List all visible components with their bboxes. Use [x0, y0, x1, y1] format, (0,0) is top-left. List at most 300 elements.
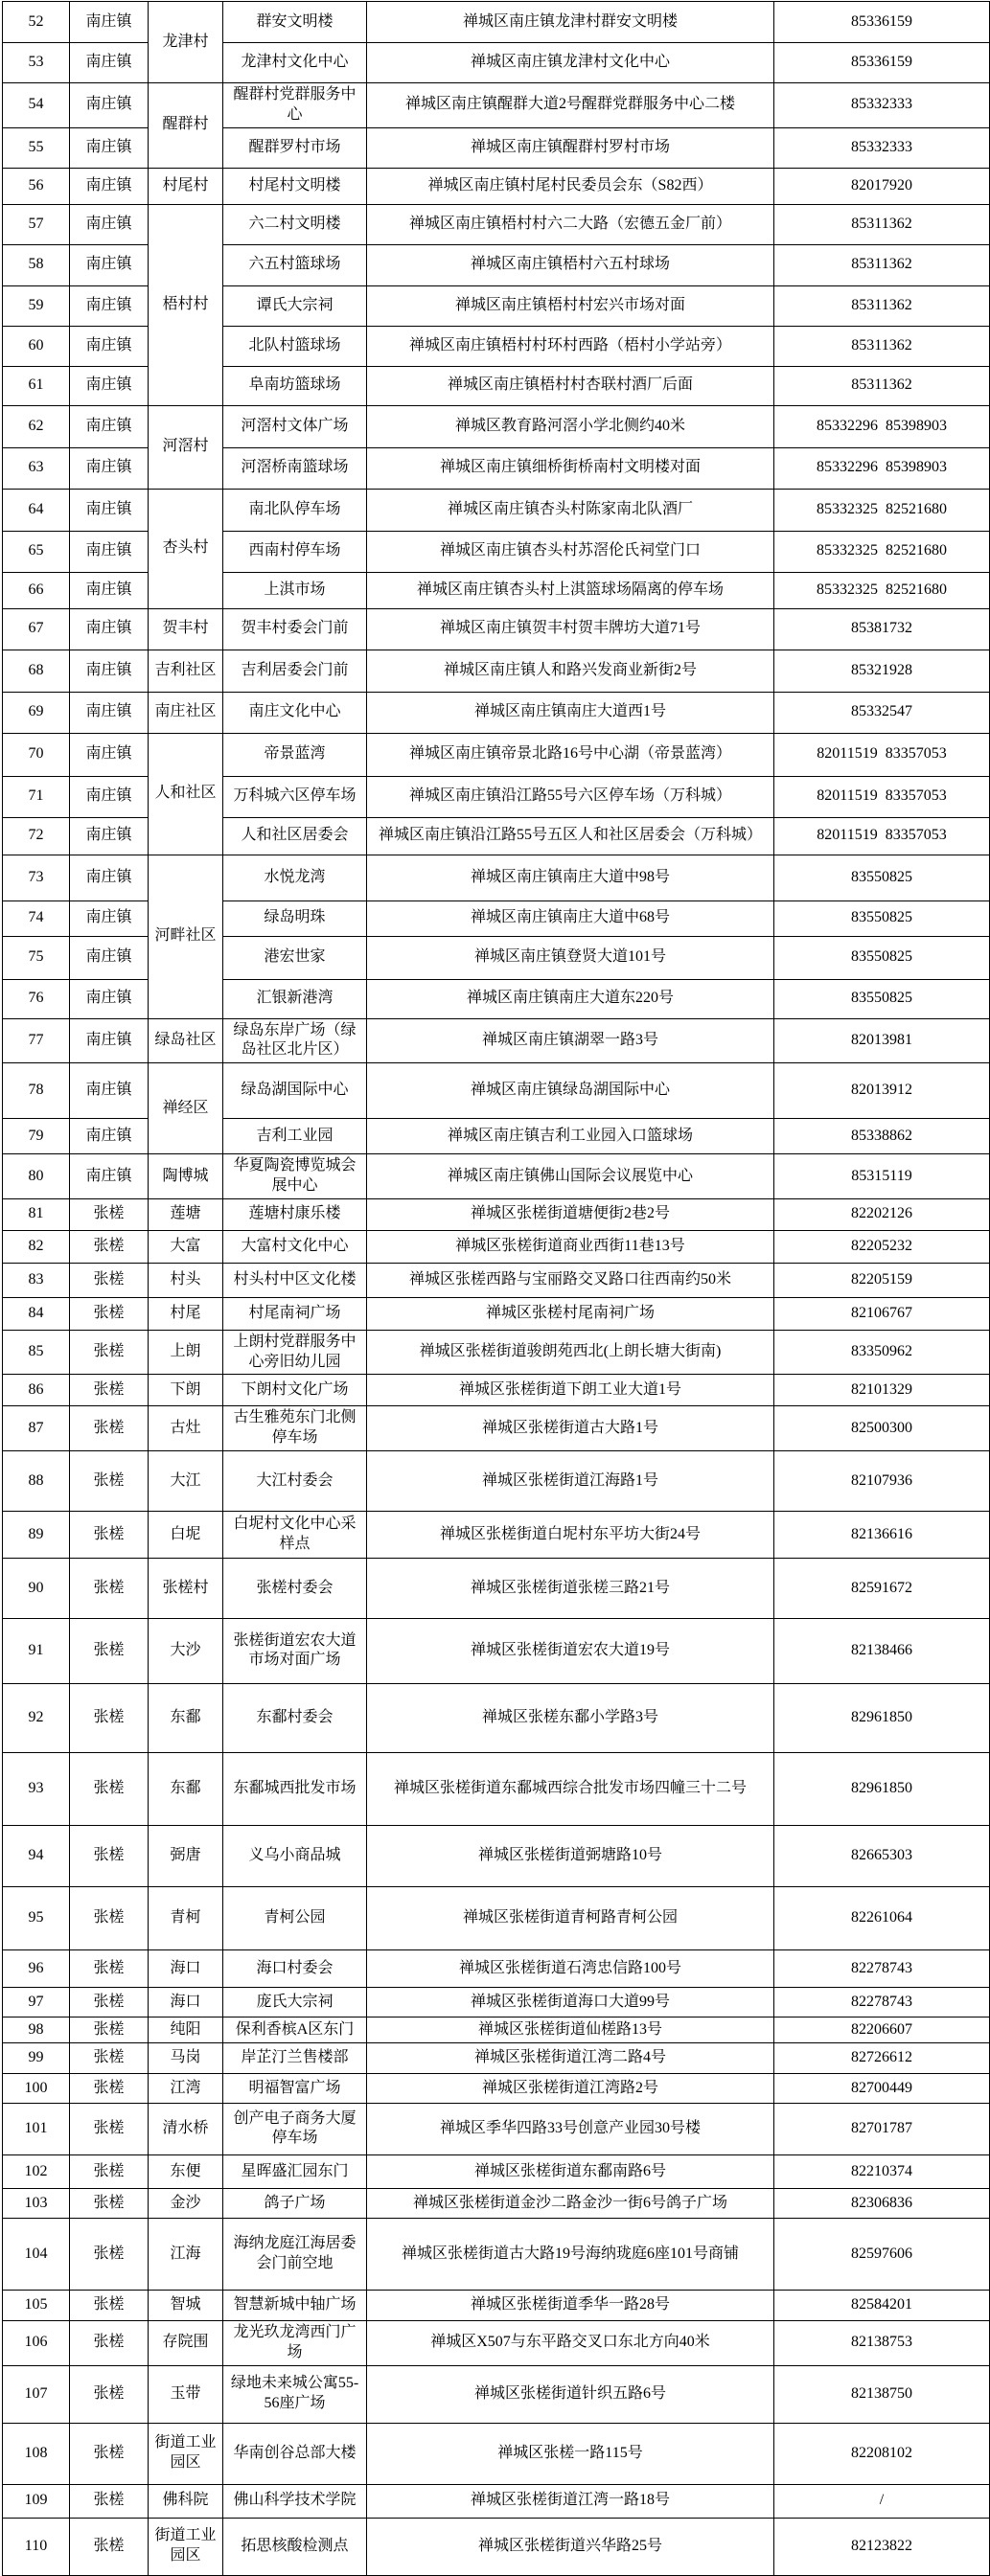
cell-address: 禅城区南庄镇杏头村苏滘伦氏祠堂门口: [367, 531, 774, 572]
cell-row-number: 61: [3, 366, 70, 405]
cell-phone: 82665303: [774, 1825, 990, 1886]
cell-row-number: 62: [3, 405, 70, 447]
table-row: [3, 405, 990, 447]
cell-address: 禅城区张槎街道兴华路25号: [367, 2518, 774, 2575]
cell-town: 张槎: [70, 2073, 149, 2103]
cell-phone: 82205232: [774, 1230, 990, 1263]
cell-row-number: 76: [3, 979, 70, 1018]
cell-address: 禅城区X507与东平路交叉口东北方向40米: [367, 2320, 774, 2365]
cell-site-name: 拓思核酸检测点: [223, 2518, 367, 2575]
cell-site-name: 莲塘村康乐楼: [223, 1198, 367, 1230]
cell-address: 禅城区张槎街道江海路1号: [367, 1450, 774, 1511]
cell-address: 禅城区南庄镇醒群大道2号醒群党群服务中心二楼: [367, 83, 774, 128]
cell-row-number: 66: [3, 572, 70, 608]
cell-row-number: 99: [3, 2042, 70, 2073]
cell-phone: 83550825: [774, 900, 990, 936]
cell-town: 南庄镇: [70, 405, 149, 447]
cell-address: 禅城区张槎街道塘便街2巷2号: [367, 1198, 774, 1230]
cell-phone: 85311362: [774, 204, 990, 244]
cell-town: 张槎: [70, 1230, 149, 1263]
table-row: [3, 1618, 990, 1683]
cell-phone: 85311362: [774, 326, 990, 366]
cell-site-name: 下朗村文化广场: [223, 1375, 367, 1406]
cell-phone: 82011519 83357053: [774, 776, 990, 817]
table-row: [3, 1511, 990, 1558]
cell-town: 张槎: [70, 1406, 149, 1451]
cell-site-name: 庞氏大宗祠: [223, 1987, 367, 2017]
cell-site-name: 龙光玖龙湾西门广场: [223, 2320, 367, 2365]
cell-town: 南庄镇: [70, 1154, 149, 1199]
table-row: [3, 608, 990, 650]
cell-phone: 82278743: [774, 1949, 990, 1987]
cell-town: 张槎: [70, 2320, 149, 2365]
table-row: [3, 2218, 990, 2290]
cell-phone: 82136616: [774, 1511, 990, 1558]
sampling-sites-table: [2, 1, 990, 2576]
cell-village: 河滘村: [149, 405, 223, 489]
table-row: [3, 650, 990, 692]
cell-phone: 82011519 83357053: [774, 733, 990, 776]
cell-phone: 82202126: [774, 1198, 990, 1230]
cell-phone: 82961850: [774, 1752, 990, 1825]
cell-village: 上朗: [149, 1330, 223, 1375]
table-row: [3, 168, 990, 204]
cell-phone: 82961850: [774, 1683, 990, 1752]
cell-site-name: 水悦龙湾: [223, 855, 367, 900]
cell-address: 禅城区教育路河滘小学北侧约40米: [367, 405, 774, 447]
cell-site-name: 星晖盛汇园东门: [223, 2154, 367, 2188]
cell-address: 禅城区张槎西路与宝丽路交叉路口往西南约50米: [367, 1263, 774, 1297]
cell-site-name: 南北队停车场: [223, 489, 367, 531]
table-row: [3, 2103, 990, 2154]
cell-row-number: 87: [3, 1406, 70, 1451]
cell-address: 禅城区南庄镇杏头村上淇篮球场隔离的停车场: [367, 572, 774, 608]
cell-village: 江湾: [149, 2073, 223, 2103]
cell-row-number: 80: [3, 1154, 70, 1199]
table-row: [3, 1297, 990, 1330]
cell-address: 禅城区南庄镇梧村村杏联村酒厂后面: [367, 366, 774, 405]
cell-phone: 82107936: [774, 1450, 990, 1511]
cell-address: 禅城区张槎街道东鄱南路6号: [367, 2154, 774, 2188]
cell-village: 吉利社区: [149, 650, 223, 692]
cell-town: 张槎: [70, 1450, 149, 1511]
cell-town: 南庄镇: [70, 531, 149, 572]
cell-site-name: 人和社区居委会: [223, 817, 367, 855]
cell-phone: 82210374: [774, 2154, 990, 2188]
cell-site-name: 吉利居委会门前: [223, 650, 367, 692]
cell-village: 东鄱: [149, 1683, 223, 1752]
cell-site-name: 港宏世家: [223, 936, 367, 979]
table-row: [3, 1063, 990, 1119]
cell-site-name: 明福智富广场: [223, 2073, 367, 2103]
table-row: [3, 1230, 990, 1263]
cell-town: 南庄镇: [70, 447, 149, 489]
cell-site-name: 西南村停车场: [223, 531, 367, 572]
cell-row-number: 93: [3, 1752, 70, 1825]
cell-address: 禅城区季华四路33号创意产业园30号楼: [367, 2103, 774, 2154]
cell-village: 下朗: [149, 1375, 223, 1406]
cell-site-name: 阜南坊篮球场: [223, 366, 367, 405]
cell-site-name: 佛山科学技术学院: [223, 2484, 367, 2518]
cell-town: 南庄镇: [70, 936, 149, 979]
cell-phone: 82584201: [774, 2290, 990, 2320]
cell-row-number: 83: [3, 1263, 70, 1297]
cell-row-number: 77: [3, 1018, 70, 1063]
cell-row-number: 88: [3, 1450, 70, 1511]
cell-address: 禅城区张槎街道宏农大道19号: [367, 1618, 774, 1683]
table-row: [3, 855, 990, 900]
cell-site-name: 大富村文化中心: [223, 1230, 367, 1263]
cell-site-name: 青柯公园: [223, 1886, 367, 1949]
table-row: [3, 2290, 990, 2320]
cell-address: 禅城区南庄镇沿江路55号五区人和社区居委会（万科城）: [367, 817, 774, 855]
table-row: [3, 1198, 990, 1230]
cell-town: 南庄镇: [70, 366, 149, 405]
cell-town: 南庄镇: [70, 204, 149, 244]
table-row: [3, 2423, 990, 2484]
cell-site-name: 东鄱村委会: [223, 1683, 367, 1752]
cell-row-number: 55: [3, 127, 70, 168]
cell-village: 青柯: [149, 1886, 223, 1949]
cell-town: 南庄镇: [70, 900, 149, 936]
cell-site-name: 贺丰村委会门前: [223, 608, 367, 650]
cell-row-number: 82: [3, 1230, 70, 1263]
cell-address: 禅城区南庄镇杏头村陈家南北队酒厂: [367, 489, 774, 531]
cell-phone: /: [774, 2484, 990, 2518]
cell-address: 禅城区南庄镇梧村村六二大路（宏德五金厂前）: [367, 204, 774, 244]
cell-site-name: 张槎村委会: [223, 1558, 367, 1618]
cell-address: 禅城区张槎街道骏朗苑西北(上朗长塘大街南): [367, 1330, 774, 1375]
cell-address: 禅城区张槎街道古大路1号: [367, 1406, 774, 1451]
cell-site-name: 南庄文化中心: [223, 692, 367, 733]
cell-address: 禅城区张槎一路115号: [367, 2423, 774, 2484]
cell-town: 南庄镇: [70, 2, 149, 43]
cell-phone: 85332325 82521680: [774, 489, 990, 531]
table-row: [3, 1752, 990, 1825]
cell-site-name: 河滘村文体广场: [223, 405, 367, 447]
cell-row-number: 56: [3, 168, 70, 204]
cell-site-name: 龙津村文化中心: [223, 43, 367, 83]
cell-village: 海口: [149, 1949, 223, 1987]
cell-village: 清水桥: [149, 2103, 223, 2154]
cell-address: 禅城区南庄镇醒群村罗村市场: [367, 127, 774, 168]
cell-site-name: 古生雅苑东门北侧停车场: [223, 1406, 367, 1451]
cell-town: 南庄镇: [70, 692, 149, 733]
cell-town: 张槎: [70, 2365, 149, 2423]
cell-phone: 82138750: [774, 2365, 990, 2423]
cell-site-name: 村尾村文明楼: [223, 168, 367, 204]
table-row: [3, 1558, 990, 1618]
cell-town: 南庄镇: [70, 83, 149, 128]
cell-row-number: 73: [3, 855, 70, 900]
cell-village: 马岗: [149, 2042, 223, 2073]
cell-phone: 82106767: [774, 1297, 990, 1330]
cell-village: 白坭: [149, 1511, 223, 1558]
cell-town: 张槎: [70, 1949, 149, 1987]
cell-town: 南庄镇: [70, 43, 149, 83]
cell-row-number: 101: [3, 2103, 70, 2154]
cell-row-number: 54: [3, 83, 70, 128]
cell-phone: 82205159: [774, 1263, 990, 1297]
cell-address: 禅城区南庄镇吉利工业园入口篮球场: [367, 1119, 774, 1154]
table-row: [3, 2365, 990, 2423]
cell-town: 南庄镇: [70, 1018, 149, 1063]
cell-row-number: 86: [3, 1375, 70, 1406]
cell-address: 禅城区张槎街道下朗工业大道1号: [367, 1375, 774, 1406]
cell-phone: 82306836: [774, 2188, 990, 2218]
cell-phone: 83350962: [774, 1330, 990, 1375]
cell-site-name: 华夏陶瓷博览城会展中心: [223, 1154, 367, 1199]
cell-address: 禅城区张槎街道金沙二路金沙一街6号鸽子广场: [367, 2188, 774, 2218]
cell-village: 存院围: [149, 2320, 223, 2365]
cell-address: 禅城区南庄镇南庄大道东220号: [367, 979, 774, 1018]
cell-phone: 85381732: [774, 608, 990, 650]
cell-row-number: 63: [3, 447, 70, 489]
cell-town: 南庄镇: [70, 733, 149, 776]
cell-site-name: 六五村篮球场: [223, 244, 367, 285]
table-row: [3, 1406, 990, 1451]
cell-village: 大江: [149, 1450, 223, 1511]
cell-site-name: 义乌小商品城: [223, 1825, 367, 1886]
cell-phone: 83550825: [774, 936, 990, 979]
table-row: [3, 733, 990, 776]
cell-row-number: 58: [3, 244, 70, 285]
cell-phone: 82701787: [774, 2103, 990, 2154]
cell-row-number: 85: [3, 1330, 70, 1375]
table-row: [3, 2518, 990, 2575]
table-row: [3, 2320, 990, 2365]
cell-village: 人和社区: [149, 733, 223, 855]
cell-phone: 85315119: [774, 1154, 990, 1199]
cell-phone: 82597606: [774, 2218, 990, 2290]
cell-phone: 83550825: [774, 979, 990, 1018]
cell-phone: 82138753: [774, 2320, 990, 2365]
cell-site-name: 村尾南祠广场: [223, 1297, 367, 1330]
cell-row-number: 65: [3, 531, 70, 572]
cell-phone: 82726612: [774, 2042, 990, 2073]
cell-phone: 82011519 83357053: [774, 817, 990, 855]
cell-site-name: 岸芷汀兰售楼部: [223, 2042, 367, 2073]
cell-town: 南庄镇: [70, 776, 149, 817]
table-row: [3, 489, 990, 531]
cell-site-name: 河滘桥南篮球场: [223, 447, 367, 489]
cell-phone: 85311362: [774, 366, 990, 405]
cell-village: 醒群村: [149, 83, 223, 169]
cell-village: 村头: [149, 1263, 223, 1297]
cell-address: 禅城区南庄镇人和路兴发商业新街2号: [367, 650, 774, 692]
cell-row-number: 53: [3, 43, 70, 83]
cell-address: 禅城区南庄镇龙津村文化中心: [367, 43, 774, 83]
table-row: [3, 2, 990, 43]
cell-row-number: 90: [3, 1558, 70, 1618]
cell-row-number: 81: [3, 1198, 70, 1230]
cell-site-name: 保利香槟A区东门: [223, 2017, 367, 2042]
cell-town: 张槎: [70, 2423, 149, 2484]
cell-row-number: 100: [3, 2073, 70, 2103]
cell-row-number: 68: [3, 650, 70, 692]
cell-town: 南庄镇: [70, 127, 149, 168]
cell-town: 张槎: [70, 2484, 149, 2518]
cell-town: 张槎: [70, 2188, 149, 2218]
table-row: [3, 1949, 990, 1987]
cell-site-name: 华南创谷总部大楼: [223, 2423, 367, 2484]
cell-town: 张槎: [70, 1198, 149, 1230]
cell-village: 纯阳: [149, 2017, 223, 2042]
cell-site-name: 万科城六区停车场: [223, 776, 367, 817]
cell-village: 贺丰村: [149, 608, 223, 650]
cell-village: 龙津村: [149, 2, 223, 83]
sites-table-body: [3, 2, 990, 2576]
table-row: [3, 692, 990, 733]
cell-row-number: 57: [3, 204, 70, 244]
cell-site-name: 汇银新港湾: [223, 979, 367, 1018]
cell-village: 大沙: [149, 1618, 223, 1683]
cell-site-name: 吉利工业园: [223, 1119, 367, 1154]
cell-phone: 82101329: [774, 1375, 990, 1406]
cell-village: 玉带: [149, 2365, 223, 2423]
cell-village: 东便: [149, 2154, 223, 2188]
cell-row-number: 106: [3, 2320, 70, 2365]
cell-site-name: 大江村委会: [223, 1450, 367, 1511]
cell-phone: 85332325 82521680: [774, 531, 990, 572]
cell-site-name: 张槎街道宏农大道市场对面广场: [223, 1618, 367, 1683]
cell-phone: 82206607: [774, 2017, 990, 2042]
table-row: [3, 2073, 990, 2103]
cell-phone: 85332333: [774, 83, 990, 128]
cell-row-number: 69: [3, 692, 70, 733]
cell-phone: 85332547: [774, 692, 990, 733]
cell-site-name: 绿岛明珠: [223, 900, 367, 936]
cell-town: 张槎: [70, 1886, 149, 1949]
cell-phone: 85338862: [774, 1119, 990, 1154]
cell-town: 南庄镇: [70, 608, 149, 650]
cell-address: 禅城区张槎街道季华一路28号: [367, 2290, 774, 2320]
cell-town: 张槎: [70, 2042, 149, 2073]
cell-village: 佛科院: [149, 2484, 223, 2518]
cell-town: 南庄镇: [70, 244, 149, 285]
cell-phone: 85336159: [774, 43, 990, 83]
cell-row-number: 98: [3, 2017, 70, 2042]
cell-row-number: 52: [3, 2, 70, 43]
cell-address: 禅城区南庄镇细桥街桥南村文明楼对面: [367, 447, 774, 489]
cell-town: 南庄镇: [70, 168, 149, 204]
cell-row-number: 79: [3, 1119, 70, 1154]
cell-town: 南庄镇: [70, 285, 149, 326]
cell-site-name: 帝景蓝湾: [223, 733, 367, 776]
cell-site-name: 醒群罗村市场: [223, 127, 367, 168]
cell-phone: 85336159: [774, 2, 990, 43]
cell-town: 张槎: [70, 2218, 149, 2290]
cell-village: 街道工业园区: [149, 2423, 223, 2484]
cell-town: 张槎: [70, 1618, 149, 1683]
cell-town: 张槎: [70, 2103, 149, 2154]
cell-phone: 82700449: [774, 2073, 990, 2103]
cell-site-name: 北队村篮球场: [223, 326, 367, 366]
cell-town: 张槎: [70, 2017, 149, 2042]
cell-village: 村尾村: [149, 168, 223, 204]
table-row: [3, 2188, 990, 2218]
cell-address: 禅城区张槎街道江湾二路4号: [367, 2042, 774, 2073]
cell-site-name: 绿岛湖国际中心: [223, 1063, 367, 1119]
cell-town: 张槎: [70, 2518, 149, 2575]
cell-address: 禅城区南庄镇梧村六五村球场: [367, 244, 774, 285]
cell-site-name: 东鄱城西批发市场: [223, 1752, 367, 1825]
cell-village: 智城: [149, 2290, 223, 2320]
cell-site-name: 六二村文明楼: [223, 204, 367, 244]
cell-town: 张槎: [70, 1263, 149, 1297]
cell-row-number: 74: [3, 900, 70, 936]
cell-site-name: 白坭村文化中心采样点: [223, 1511, 367, 1558]
table-row: [3, 1018, 990, 1063]
cell-row-number: 104: [3, 2218, 70, 2290]
cell-town: 张槎: [70, 1297, 149, 1330]
cell-row-number: 89: [3, 1511, 70, 1558]
cell-site-name: 群安文明楼: [223, 2, 367, 43]
cell-town: 南庄镇: [70, 489, 149, 531]
cell-village: 梧村村: [149, 204, 223, 405]
cell-address: 禅城区张槎街道张槎三路21号: [367, 1558, 774, 1618]
cell-town: 张槎: [70, 1825, 149, 1886]
cell-phone: 82500300: [774, 1406, 990, 1451]
cell-address: 禅城区张槎街道江湾路2号: [367, 2073, 774, 2103]
cell-site-name: 村头村中区文化楼: [223, 1263, 367, 1297]
cell-row-number: 78: [3, 1063, 70, 1119]
cell-address: 禅城区南庄镇龙津村群安文明楼: [367, 2, 774, 43]
cell-row-number: 94: [3, 1825, 70, 1886]
cell-town: 南庄镇: [70, 1119, 149, 1154]
cell-address: 禅城区张槎东鄱小学路3号: [367, 1683, 774, 1752]
cell-address: 禅城区南庄镇登贤大道101号: [367, 936, 774, 979]
cell-address: 禅城区南庄镇南庄大道中98号: [367, 855, 774, 900]
cell-address: 禅城区张槎街道江湾一路18号: [367, 2484, 774, 2518]
cell-address: 禅城区南庄镇贺丰村贺丰牌坊大道71号: [367, 608, 774, 650]
cell-address: 禅城区张槎街道弼塘路10号: [367, 1825, 774, 1886]
cell-site-name: 智慧新城中轴广场: [223, 2290, 367, 2320]
cell-row-number: 75: [3, 936, 70, 979]
cell-phone: 82017920: [774, 168, 990, 204]
cell-town: 张槎: [70, 1511, 149, 1558]
cell-town: 张槎: [70, 2290, 149, 2320]
cell-village: 海口: [149, 1987, 223, 2017]
table-row: [3, 1825, 990, 1886]
cell-town: 张槎: [70, 1752, 149, 1825]
cell-phone: 85311362: [774, 285, 990, 326]
table-row: [3, 83, 990, 128]
cell-town: 张槎: [70, 1558, 149, 1618]
cell-row-number: 71: [3, 776, 70, 817]
cell-site-name: 海纳龙庭江海居委会门前空地: [223, 2218, 367, 2290]
cell-row-number: 91: [3, 1618, 70, 1683]
cell-phone: 82278743: [774, 1987, 990, 2017]
cell-village: 莲塘: [149, 1198, 223, 1230]
cell-phone: 85332296 85398903: [774, 447, 990, 489]
cell-row-number: 59: [3, 285, 70, 326]
cell-site-name: 谭氏大宗祠: [223, 285, 367, 326]
cell-address: 禅城区张槎街道商业西街11巷13号: [367, 1230, 774, 1263]
cell-row-number: 67: [3, 608, 70, 650]
cell-row-number: 64: [3, 489, 70, 531]
cell-village: 河畔社区: [149, 855, 223, 1018]
table-row: [3, 1263, 990, 1297]
table-row: [3, 1330, 990, 1375]
table-row: [3, 1450, 990, 1511]
cell-town: 张槎: [70, 1987, 149, 2017]
cell-row-number: 108: [3, 2423, 70, 2484]
cell-address: 禅城区张槎街道白坭村东平坊大街24号: [367, 1511, 774, 1558]
cell-address: 禅城区张槎街道古大路19号海纳珑庭6座101号商铺: [367, 2218, 774, 2290]
cell-phone: 85311362: [774, 244, 990, 285]
cell-village: 禅经区: [149, 1063, 223, 1154]
